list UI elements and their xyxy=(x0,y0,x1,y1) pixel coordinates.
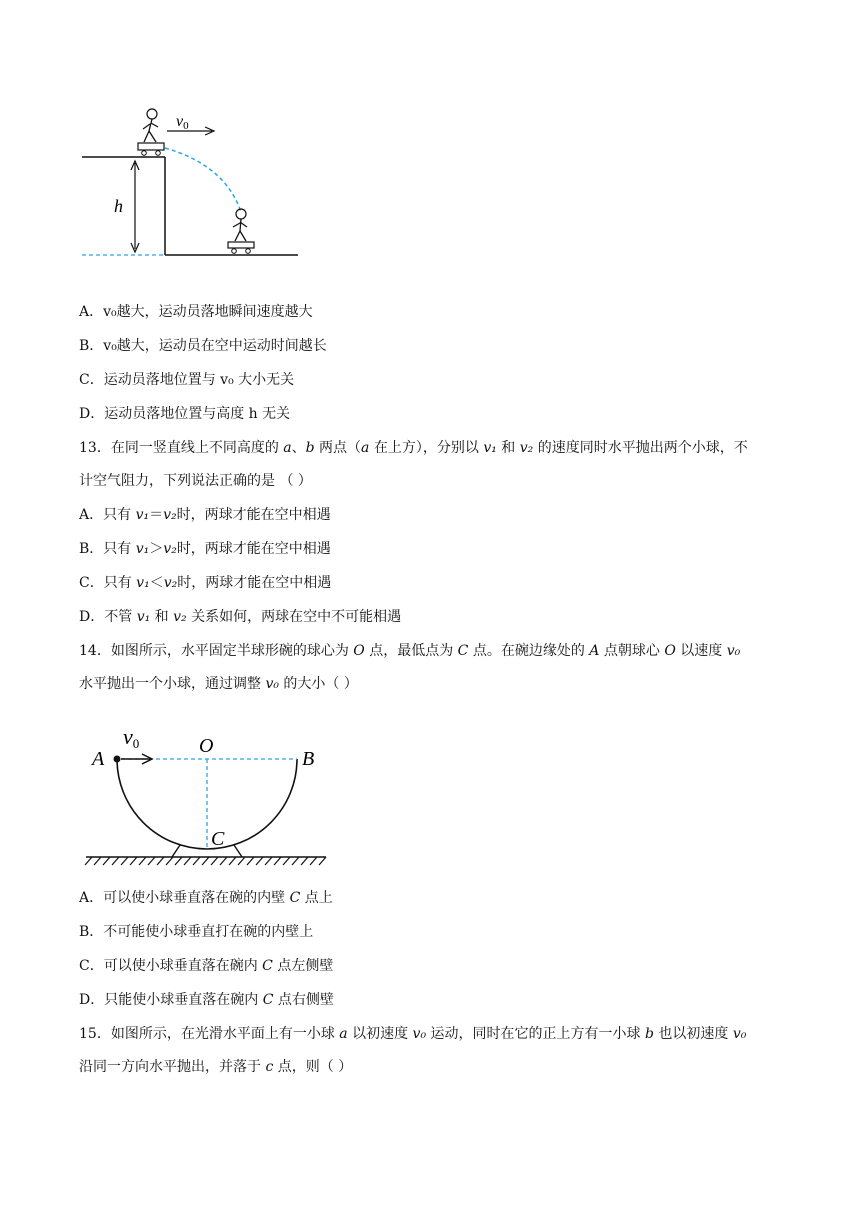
text: 点朝球心 xyxy=(599,643,665,659)
var-v1: v₁ xyxy=(135,507,150,523)
var-v1: v₁ xyxy=(483,440,497,456)
var-c: c xyxy=(265,1059,274,1075)
text: 点，最低点为 xyxy=(364,643,458,659)
text: ＜ xyxy=(149,575,164,591)
text: 的速度同时水平抛出两个小球，不 xyxy=(533,440,748,456)
q15-stem-line1 xyxy=(79,1024,746,1044)
var-c: C xyxy=(262,958,273,974)
var-v2: v₂ xyxy=(163,507,177,523)
q14-option-d xyxy=(79,990,334,1010)
var-v1: v₁ xyxy=(136,609,151,625)
text: ＞ xyxy=(149,541,164,557)
var-b: b xyxy=(305,440,315,456)
text: 关系如何，两球在空中不可能相遇 xyxy=(186,609,402,625)
text: 14．如图所示，水平固定半球形碗的球心为 xyxy=(79,643,354,659)
var-v0: v₀ xyxy=(726,643,741,659)
text: 和 xyxy=(150,609,174,625)
text: 水平抛出一个小球，通过调整 xyxy=(79,676,266,692)
var-v0: v₀ xyxy=(732,1026,747,1042)
text: 点右侧壁 xyxy=(273,992,334,1008)
text: 也以初速度 xyxy=(653,1026,733,1042)
text: 时，两球才能在空中相遇 xyxy=(176,507,331,523)
var-v0: v₀ xyxy=(265,676,279,692)
var-v2: v₂ xyxy=(163,575,178,591)
velocity-label: v0 xyxy=(176,113,189,132)
point-c-label: C xyxy=(211,828,225,850)
q13-stem-line2: 计空气阻力，下列说法正确的是 （ ） xyxy=(79,473,312,489)
q12-option-d: D．运动员落地位置与高度 h 无关 xyxy=(79,406,291,422)
text: 以初速度 xyxy=(347,1026,413,1042)
text: 运动，同时在它的正上方有一小球 xyxy=(426,1026,645,1042)
point-a-label: A xyxy=(92,748,105,770)
text: B．只有 xyxy=(79,541,136,557)
var-v1: v₁ xyxy=(135,541,150,557)
var-v2: v₂ xyxy=(173,609,187,625)
ground-hatching xyxy=(85,857,326,865)
var-c: C xyxy=(262,992,274,1008)
v0-label: v0 xyxy=(123,724,140,751)
text: 15．如图所示，在光滑水平面上有一小球 xyxy=(79,1026,340,1042)
var-a: a xyxy=(361,440,370,456)
text: 点上 xyxy=(300,890,333,906)
q12-option-c: C．运动员落地位置与 v₀ 大小无关 xyxy=(79,372,295,388)
var-c: C xyxy=(457,643,469,659)
text: A．只有 xyxy=(79,507,136,523)
text: 时，两球才能在空中相遇 xyxy=(177,575,332,591)
q14-option-b: B．不可能使小球垂直打在碗的内壁上 xyxy=(79,924,314,940)
var-o: O xyxy=(664,643,676,659)
var-v2: v₂ xyxy=(163,541,177,557)
text: 13．在同一竖直线上不同高度的 xyxy=(79,440,284,456)
text: 在上方），分别以 xyxy=(369,440,484,456)
q12-option-a: A．v₀越大，运动员落地瞬间速度越大 xyxy=(79,304,313,320)
text: 的大小（ ） xyxy=(278,676,358,692)
var-v1: v₁ xyxy=(136,575,150,591)
var-c: C xyxy=(289,890,301,906)
text: C．可以使小球垂直落在碗内 xyxy=(79,958,263,974)
text: C．只有 xyxy=(79,575,137,591)
text: 点，则（ ） xyxy=(273,1059,353,1075)
q14-option-c xyxy=(79,956,333,976)
var-v2: v₂ xyxy=(519,440,534,456)
var-b: b xyxy=(644,1026,654,1042)
point-b-label: B xyxy=(302,748,315,770)
text: 点左侧壁 xyxy=(272,958,334,974)
point-o-label: O xyxy=(199,735,214,757)
q14-option-a xyxy=(79,888,333,908)
text: 时，两球才能在空中相遇 xyxy=(176,541,331,557)
ball-dot xyxy=(114,756,121,763)
var-v0: v₀ xyxy=(412,1026,427,1042)
var-a: A xyxy=(589,643,600,659)
text: 两点（ xyxy=(314,440,362,456)
text: ＝ xyxy=(149,507,164,523)
var-o: O xyxy=(353,643,365,659)
text: D．只能使小球垂直落在碗内 xyxy=(79,992,263,1008)
text: A．可以使小球垂直落在碗的内壁 xyxy=(79,890,290,906)
text: 以速度 xyxy=(675,643,727,659)
q12-option-b: B．v₀越大，运动员在空中运动时间越长 xyxy=(79,338,327,354)
text: 沿同一方向水平抛出，并落于 xyxy=(79,1059,266,1075)
text: D．不管 xyxy=(79,609,137,625)
text: 、 xyxy=(291,440,306,456)
var-a: a xyxy=(283,440,292,456)
var-a: a xyxy=(339,1026,348,1042)
q15-stem-line2 xyxy=(79,1057,352,1077)
height-label: h xyxy=(114,196,123,216)
text: 点。在碗边缘处的 xyxy=(468,643,590,659)
text: 和 xyxy=(496,440,520,456)
